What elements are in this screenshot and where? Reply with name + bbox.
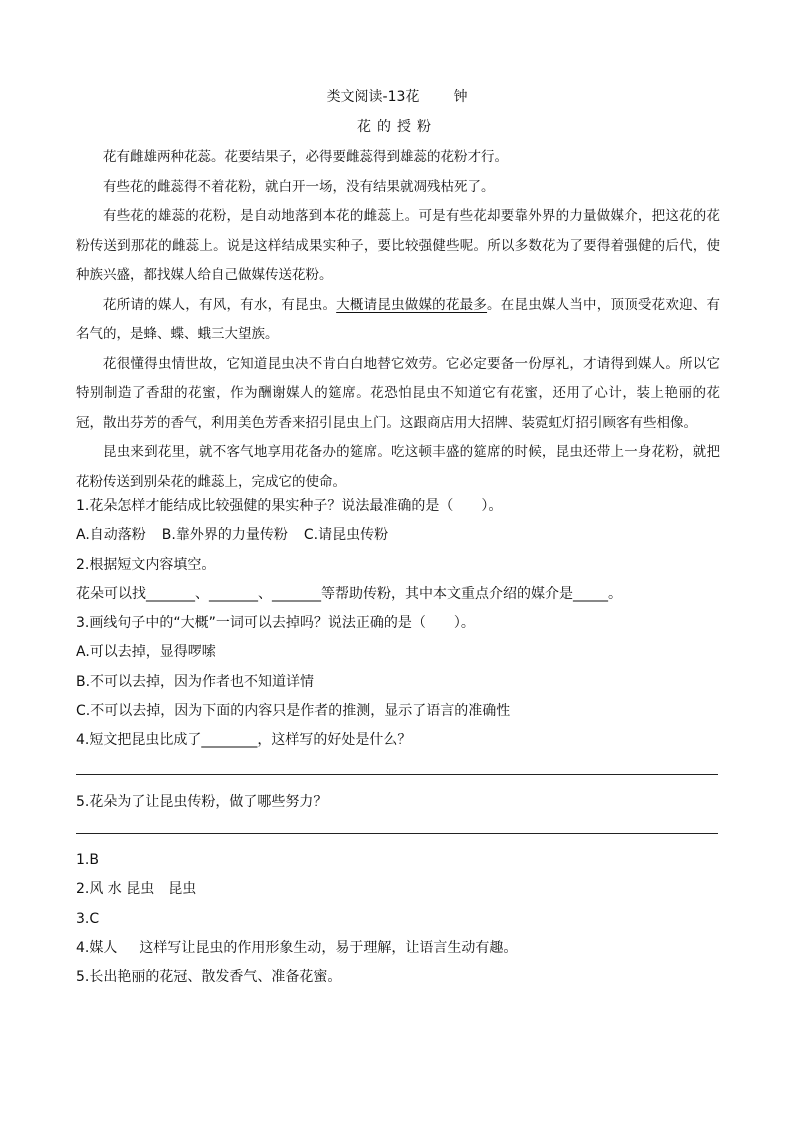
answer-3: 3.C <box>76 910 100 927</box>
question-2-fill: 花朵可以找_______、_______、_______等帮助传粉，其中本文重点介绍的媒介是_____。 <box>76 585 622 602</box>
title-left: 类文阅读-13花 <box>326 89 420 105</box>
passage-title: 花的授粉 <box>357 119 437 135</box>
answer-2: 2.风 水 昆虫 昆虫 <box>76 881 197 898</box>
p4-before: 花所请的媒人，有风，有水，有昆虫。 <box>103 296 337 313</box>
page-title <box>0 86 794 106</box>
q1-option-c: C.请昆虫传粉 <box>303 527 389 544</box>
answer-4 <box>76 934 720 963</box>
passage-paragraph-6: 昆虫来到花里，就不客气地享用花备办的筵席。吃这顿丰盛的筵席的时候，昆虫还带上一身花粉，就把花粉传送到别朵花的雌蕊上，完成它的使命。 <box>76 444 720 490</box>
question-3: 3.画线句子中的“大概”一词可以去掉吗？说法正确的是（ ）。 <box>76 615 475 632</box>
passage-paragraph-4 <box>76 291 720 350</box>
passage-paragraph-2: 有些花的雌蕊得不着花粉，就白开一场，没有结果就凋残枯死了。 <box>103 178 495 195</box>
passage-paragraph-5: 花很懂得虫情世故，它知道昆虫决不肯白白地替它效劳。它必定要备一份厚礼，才请得到媒人。所以它特别制造了香甜的花蜜，作为酬谢媒人的筵席。花恐怕昆虫不知道它有花蜜，还用了心计，装上艳丽的花冠，散出芬芳的香气，利用美色芳香来招引昆虫上门。这跟商店用大招牌、装霓虹灯招引顾客有些相像。 <box>76 355 720 431</box>
q1-option-a: A.自动落粉 <box>76 527 146 544</box>
question-5: 5.花朵为了让昆虫传粉，做了哪些努力？ <box>76 794 328 810</box>
answer-1: 1.B <box>76 852 99 868</box>
question-2: 2.根据短文内容填空。 <box>76 556 216 573</box>
answer-5: 5.长出艳丽的花冠、散发香气、准备花蜜。 <box>76 969 342 986</box>
questions <box>76 492 720 756</box>
passage-paragraph-3: 有些花的雄蕊的花粉，是自动地落到本花的雌蕊上。可是有些花却要靠外界的力量做媒介，把这花的花粉传送到那花的雌蕊上。说是这样结成果实种子，要比较强健些呢。所以多数花为了要得着强健的后代，使种族兴盛，都找媒人给自己做媒传送花粉。 <box>76 208 720 283</box>
answer-line-q4 <box>76 774 718 775</box>
answer-line-q5 <box>76 833 718 834</box>
question-4: 4.短文把昆虫比成了________，这样写的好处是什么？ <box>76 732 412 749</box>
passage-paragraph-1: 花有雌雄两种花蕊。花要结果子，必得要雌蕊得到雄蕊的花粉才行。 <box>103 149 508 165</box>
q3-option-c: C.不可以去掉，因为下面的内容只是作者的推测，显示了语言的准确性 <box>76 703 511 720</box>
question-1: 1.花朵怎样才能结成比较强健的果实种子？说法最准确的是（ ）。 <box>76 498 503 514</box>
answer-key <box>76 846 720 992</box>
q3-option-b: B.不可以去掉，因为作者也不知道详情 <box>76 673 315 690</box>
title-right: 钟 <box>453 89 468 105</box>
answer-4-rest: 这样写让昆虫的作用形象生动，易于理解，让语言生动有趣。 <box>139 939 518 956</box>
reading-passage <box>76 143 720 497</box>
q1-option-b: B.靠外界的力量传粉 <box>161 527 288 544</box>
underlined-sentence: 大概请昆虫做媒的花最多 <box>336 296 488 313</box>
question-1-options <box>76 521 720 550</box>
answer-4-first: 4.媒人 <box>76 939 118 956</box>
p4-after: 。在昆虫媒人当中，顶顶受花欢迎、有名气的，是蜂、蝶、蛾三大望族。 <box>76 296 721 342</box>
q3-option-a: A.可以去掉，显得啰嗦 <box>76 644 216 661</box>
